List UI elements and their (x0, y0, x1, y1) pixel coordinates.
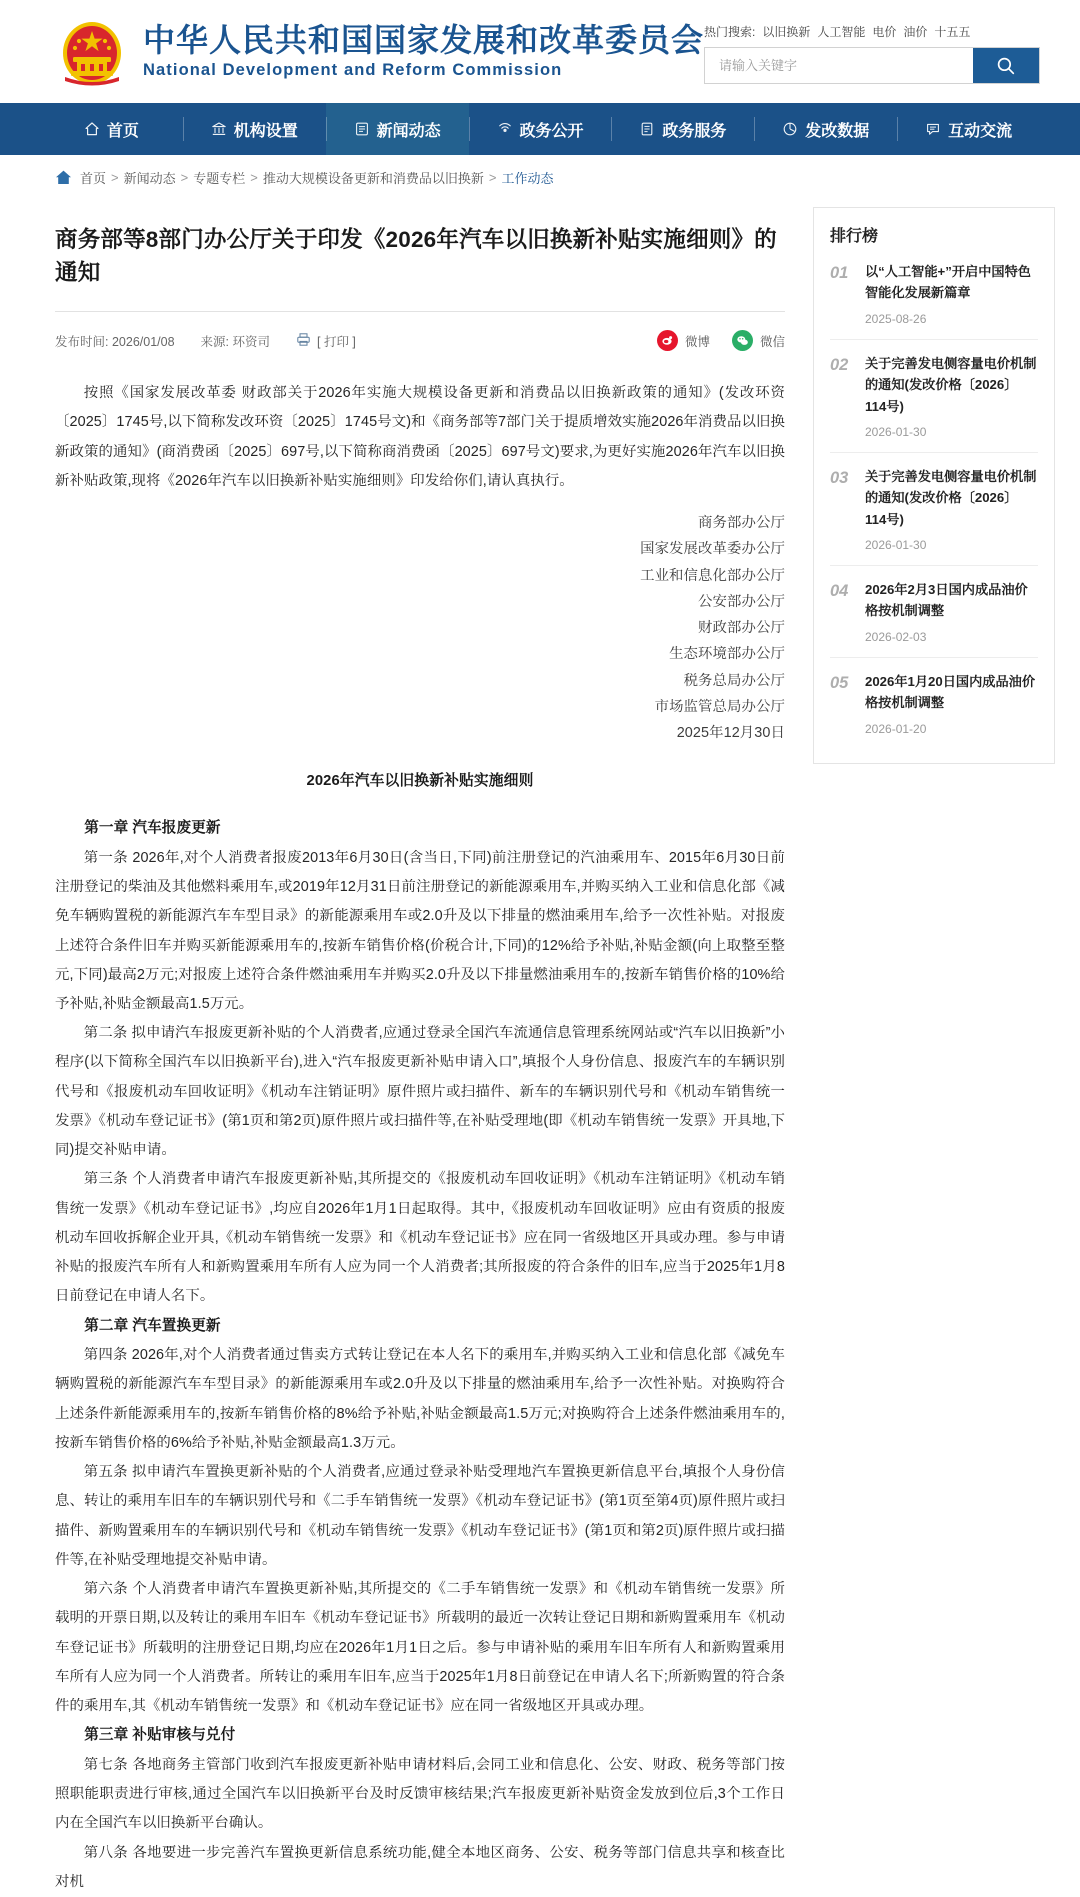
rank-body (865, 353, 1038, 439)
broadcast-icon (497, 121, 513, 137)
rank-number: 01 (830, 264, 849, 282)
brand-text (143, 22, 704, 80)
article-main (55, 199, 785, 1897)
ranking-list (830, 259, 1038, 749)
chapter-heading-2: 第二章 汽车置换更新 (84, 1317, 221, 1334)
printer-icon (296, 332, 311, 350)
sidebar (813, 199, 1055, 764)
page-title: 商务部等8部门办公厅关于印发《2026年汽车以旧换新补贴实施细则》的通知 (55, 227, 777, 285)
list-item[interactable] (830, 452, 1038, 565)
breadcrumb-item-0[interactable]: 首页 (80, 170, 107, 186)
rank-title: 2026年1月20日国内成品油价格按机制调整 (865, 673, 1036, 711)
document-icon (639, 121, 655, 137)
weibo-icon (657, 330, 678, 351)
rank-date: 2026-01-30 (865, 538, 927, 552)
bank-icon (211, 121, 227, 137)
signature-line-5: 生态环境部办公厅 (669, 646, 785, 663)
publish-time-value: 2026/01/08 (111, 334, 175, 349)
hot-search-item-4[interactable]: 十五五 (934, 25, 971, 39)
nav-label-government-affairs: 政务公开 (519, 122, 584, 140)
chapter-heading-3: 第三章 补贴审核与兑付 (84, 1727, 236, 1744)
rank-number: 03 (830, 468, 849, 487)
list-item[interactable] (830, 565, 1038, 657)
document-subtitle: 2026年汽车以旧换新补贴实施细则 (306, 773, 534, 790)
article-paragraph-8: 第八条 各地要进一步完善汽车置换更新信息系统功能,健全本地区商务、公安、税务等部门信息共享和核查比对机 (55, 1844, 785, 1890)
nav-label-interaction: 互动交流 (948, 122, 1013, 140)
hot-search-item-3[interactable]: 油价 (903, 25, 928, 39)
breadcrumb-item-1[interactable]: 新闻动态 (123, 170, 176, 186)
article-paragraph-5: 第五条 拟申请汽车置换更新补贴的个人消费者,应通过登录补贴受理地汽车置换更新信息平台,填报个人身份信息、转让的乘用车旧车的车辆识别代号和《二手车销售统一发票》《机动车登记证书》(第1页至第4页)原件照片或扫描件、新购置乘用车的车辆识别代号和《机动车销售统一发票》《机动车登记证书》(第1页和第2页)原件照片或扫描件等,在补贴受理地提交补贴申请。 (55, 1464, 785, 1568)
nav-label-home: 首页 (106, 122, 139, 140)
hot-search-label: 热门搜索: (704, 25, 756, 39)
china-national-emblem-icon (55, 15, 129, 89)
rank-date: 2026-01-30 (865, 424, 927, 439)
share-weibo-label: 微博 (684, 334, 710, 349)
rank-number: 04 (830, 582, 849, 600)
search-input[interactable] (705, 48, 973, 83)
breadcrumb-list (80, 168, 553, 187)
article-body (55, 367, 785, 1897)
chart-pie-icon (782, 121, 798, 137)
chat-icon (925, 121, 941, 137)
rank-body (865, 579, 1038, 644)
nav-label-data: 发改数据 (805, 122, 870, 140)
share-group (657, 330, 785, 351)
nav-item-home[interactable] (40, 103, 183, 155)
hot-search-item-2[interactable]: 电价 (872, 25, 897, 39)
signature-line-4: 财政部办公厅 (698, 620, 785, 637)
rank-date: 2025-08-26 (865, 311, 927, 326)
hot-search-item-1[interactable]: 人工智能 (817, 25, 866, 39)
nav-label-news: 新闻动态 (376, 122, 441, 140)
main-navigation (0, 103, 1080, 155)
rank-date: 2026-02-03 (865, 629, 927, 644)
nav-label-government-services: 政务服务 (662, 122, 727, 140)
search-box (704, 47, 1040, 84)
article-meta (55, 311, 785, 367)
breadcrumb-sep: > (488, 169, 497, 185)
rank-title: 关于完善发电侧容量电价机制的通知(发改价格〔2026〕114号) (865, 355, 1037, 414)
print-label: [ 打印 ] (317, 334, 356, 349)
breadcrumb-item-3[interactable]: 推动大规模设备更新和消费品以旧换新 (262, 170, 484, 186)
home-icon (84, 121, 100, 137)
source-value: 环资司 (232, 334, 271, 349)
share-wechat-button[interactable] (732, 330, 785, 351)
nav-item-news[interactable] (326, 103, 469, 155)
list-item[interactable] (830, 259, 1038, 339)
article-intro-paragraph: 按照《国家发展改革委 财政部关于2026年实施大规模设备更新和消费品以旧换新政策的通知》(发改环资〔2025〕1745号,以下简称发改环资〔2025〕1745号文)和《商务部等7部门关于提质增效实施2026年消费品以旧换新政策的通知》(商消费函〔2025〕697号,以下简称商消费函〔2025〕697号文)要求,为更好实施2026年汽车以旧换新补贴政策,现将《2026年汽车以旧换新补贴实施细则》印发给你们,请认真执行。 (55, 385, 785, 489)
rank-date: 2026-01-20 (865, 721, 927, 736)
breadcrumb-item-current[interactable]: 工作动态 (501, 170, 554, 186)
nav-item-data[interactable] (754, 103, 897, 155)
rank-title: 关于完善发电侧容量电价机制的通知(发改价格〔2026〕114号) (865, 468, 1037, 527)
wechat-icon (732, 330, 753, 351)
article-paragraph-3: 第三条 个人消费者申请汽车报废更新补贴,其所提交的《报废机动车回收证明》《机动车注销证明》《机动车销售统一发票》《机动车登记证书》,均应自2026年1月1日起取得。其中,《报废机动车回收证明》应由有资质的报废机动车回收拆解企业开具,《机动车销售统一发票》和《机动车登记证书》应在同一省级地区开具或办理。参与申请补贴的报废汽车所有人和新购置乘用车所有人应为同一个人消费者;其所报废的符合条件的旧车,应当于2025年1月8日前登记在申请人名下。 (55, 1171, 785, 1305)
site-brand[interactable] (55, 15, 704, 89)
ranking-title: 排行榜 (830, 228, 879, 245)
publish-time (55, 332, 175, 350)
rank-body (865, 261, 1038, 326)
rank-number: 05 (830, 673, 849, 692)
list-item[interactable] (830, 657, 1038, 749)
signature-line-3: 公安部办公厅 (698, 593, 785, 610)
list-item[interactable] (830, 339, 1038, 452)
chapter-heading-1: 第一章 汽车报废更新 (84, 820, 221, 837)
nav-item-government-services[interactable] (611, 103, 754, 155)
site-title-en: National Development and Reform Commission (143, 61, 563, 80)
article-paragraph-1: 第一条 2026年,对个人消费者报废2013年6月30日(含当日,下同)前注册登记的汽油乘用车、2015年6月30日前注册登记的柴油及其他燃料乘用车,或2019年12月31日前注册登记的新能源乘用车,并购买纳入工业和信息化部《减免车辆购置税的新能源汽车车型目录》的新能源乘用车或2.0升及以下排量的燃油乘用车,给予一次性补贴。对报废上述符合条件旧车并购买新能源乘用车的,按新车销售价格(价税合计,下同)的12%给予补贴,补贴金额(向上取整至整元,下同)最高2万元;对报废上述符合条件燃油乘用车并购买2.0升及以下排量燃油乘用车的,按新车销售价格的10%给予补贴,补贴金额最高1.5万元。 (55, 849, 785, 1012)
article-paragraph-4: 第四条 2026年,对个人消费者通过售卖方式转让登记在本人名下的乘用车,并购买纳入工业和信息化部《减免车辆购置税的新能源汽车车型目录》的新能源乘用车或2.0升及以下排量的燃油乘用车,给予一次性补贴。对换购符合上述条件新能源乘用车的,按新车销售价格的8%给予补贴,补贴金额最高1.5万元;对换购符合上述条件燃油乘用车的,按新车销售价格的6%给予补贴,补贴金额最高1.3万元。 (55, 1347, 785, 1451)
search-icon (996, 56, 1016, 76)
breadcrumb-sep: > (250, 169, 258, 185)
signature-block (55, 510, 785, 746)
news-icon (354, 121, 370, 137)
breadcrumb-item-2[interactable]: 专题专栏 (193, 170, 246, 186)
rank-body (865, 466, 1038, 552)
rank-body (865, 671, 1038, 736)
rank-title: 以“人工智能+”开启中国特色智能化发展新篇章 (865, 264, 1031, 301)
share-wechat-label: 微信 (759, 334, 785, 349)
source-label: 来源: (200, 334, 230, 349)
share-weibo-button[interactable] (657, 330, 710, 351)
breadcrumb (0, 155, 1080, 199)
ranking-panel (813, 207, 1055, 764)
home-filled-icon (55, 169, 72, 186)
nav-item-interaction[interactable] (897, 103, 1040, 155)
breadcrumb-sep: > (180, 169, 189, 185)
search-area (704, 19, 1040, 84)
article-paragraph-6: 第六条 个人消费者申请汽车置换更新补贴,其所提交的《二手车销售统一发票》和《机动车销售统一发票》所载明的开票日期,以及转让的乘用车旧车《机动车登记证书》所载明的最近一次转让登记日期和新购置乘用车《机动车登记证书》所载明的注册登记日期,均应在2026年1月1日之后。参与申请补贴的乘用车旧车所有人和新购置乘用车所有人应为同一个人消费者。所转让的乘用车旧车,应当于2025年1月8日前登记在申请人名下;所新购置的符合条件的乘用车,其《机动车销售统一发票》和《机动车登记证书》应在同一省级地区开具或办理。 (55, 1581, 785, 1714)
article-source (201, 332, 270, 350)
nav-label-organization: 机构设置 (233, 122, 298, 140)
print-button[interactable] (296, 332, 356, 350)
article-paragraph-2: 第二条 拟申请汽车报废更新补贴的个人消费者,应通过登录全国汽车流通信息管理系统网站或“汽车以旧换新”小程序(以下简称全国汽车以旧换新平台),进入“汽车报废更新补贴申请入口”,填报个人身份信息、报废汽车的车辆识别代号和《报废机动车回收证明》《机动车注销证明》原件照片或扫描件、新车的车辆识别代号和《机动车销售统一发票》《机动车登记证书》(第1页和第2页)原件照片或扫描件等,在补贴受理地(即《机动车销售统一发票》开具地,下同)提交补贴申请。 (55, 1025, 785, 1159)
breadcrumb-sep: > (111, 169, 119, 185)
signature-date: 2025年12月30日 (676, 724, 785, 741)
nav-item-organization[interactable] (183, 103, 326, 155)
page-layout (0, 199, 1080, 1897)
site-title-cn: 中华人民共和国国家发展和改革委员会 (143, 22, 705, 59)
signature-line-2: 工业和信息化部办公厅 (640, 567, 785, 584)
publish-time-label: 发布时间: (55, 334, 109, 349)
hot-search-bar (704, 23, 1040, 40)
hot-search-item-0[interactable]: 以旧换新 (762, 25, 811, 39)
rank-number: 02 (830, 355, 849, 374)
rank-title: 2026年2月3日国内成品油价格按机制调整 (865, 582, 1028, 619)
signature-line-7: 市场监管总局办公厅 (654, 698, 785, 715)
signature-line-6: 税务总局办公厅 (683, 672, 785, 689)
search-button[interactable] (973, 48, 1039, 83)
site-header (0, 0, 1080, 103)
nav-item-government-affairs[interactable] (469, 103, 612, 155)
signature-line-0: 商务部办公厅 (698, 515, 785, 532)
signature-line-1: 国家发展改革委办公厅 (640, 541, 785, 558)
article-paragraph-7: 第七条 各地商务主管部门收到汽车报废更新补贴申请材料后,会同工业和信息化、公安、财政、税务等部门按照职能职责进行审核,通过全国汽车以旧换新平台及时反馈审核结果;汽车报废更新补贴资金发放到位后,3个工作日内在全国汽车以旧换新平台确认。 (55, 1756, 785, 1832)
